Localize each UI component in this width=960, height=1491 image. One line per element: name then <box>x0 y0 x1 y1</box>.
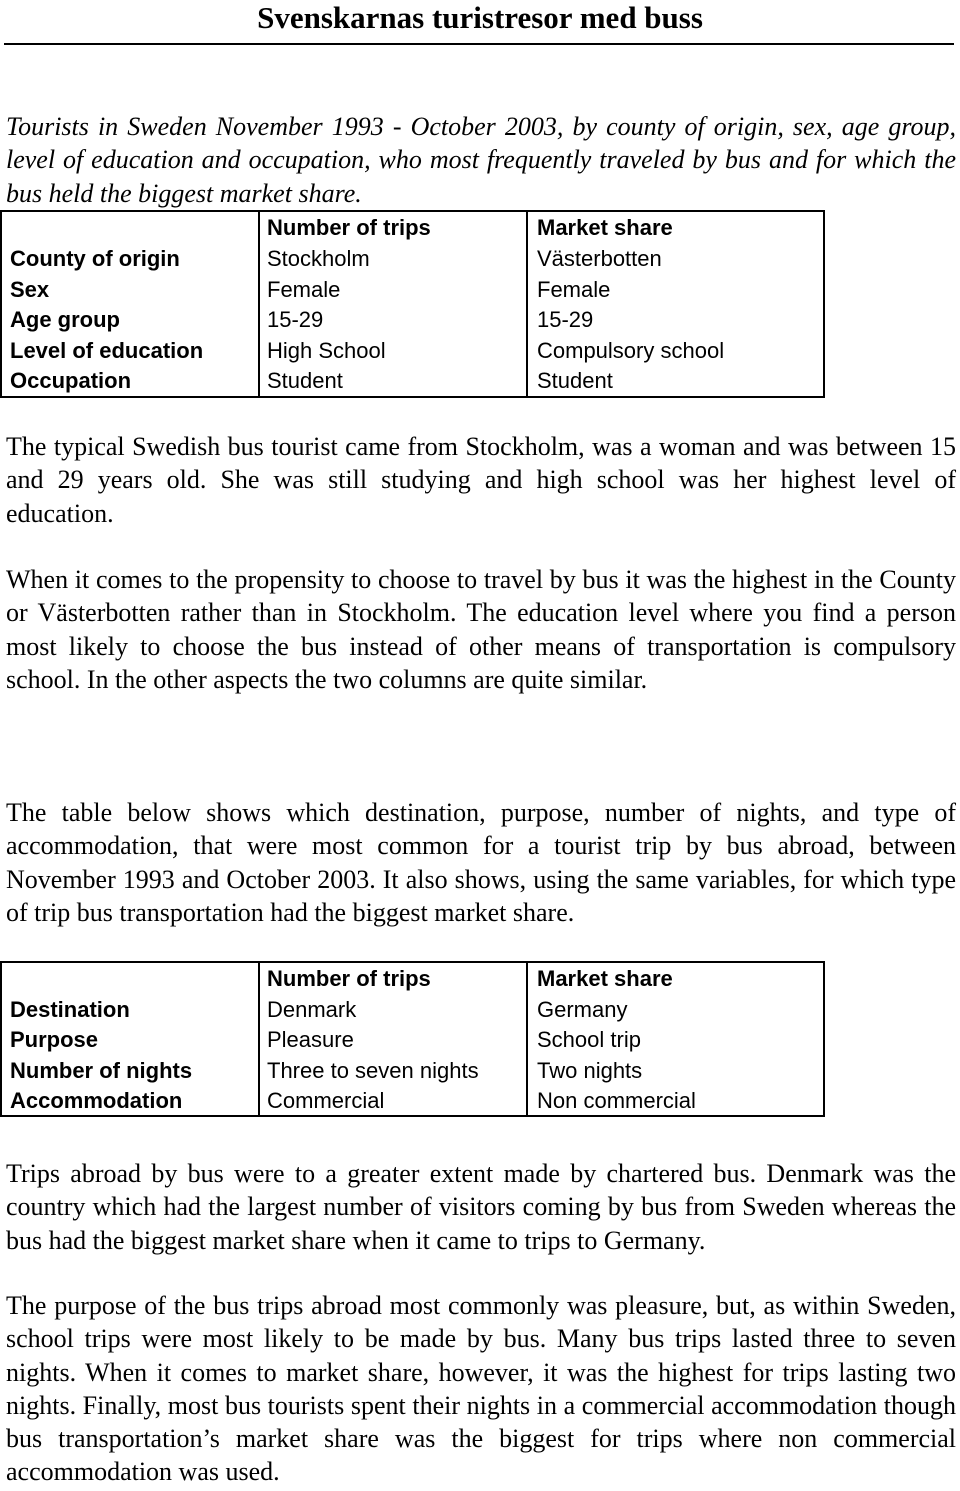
row-label-county: County of origin <box>10 246 180 271</box>
paragraph-typical-tourist: The typical Swedish bus tourist came from Stockholm, was a woman and was between 15 and 29 years old. She was still studying and high school was her highest level of education. <box>6 432 956 528</box>
cell-share-age-group: 15-29 <box>537 307 594 332</box>
cell-share-occupation: Student <box>537 368 613 393</box>
column-divider <box>258 212 260 396</box>
column-divider <box>526 963 528 1115</box>
cell-trips-education: High School <box>267 338 386 363</box>
cell-trips-accommodation: Commercial <box>267 1088 385 1113</box>
cell-trips-sex: Female <box>267 277 341 302</box>
cell-trips-county: Stockholm <box>267 246 370 271</box>
domestic-bus-tourist-table <box>0 210 960 400</box>
intro-text: Tourists in Sweden November 1993 - October 2003, by county of origin, sex, age group, level of education and occupation, who most frequently traveled by bus and for which the bus held the biggest market share. <box>6 112 956 208</box>
cell-trips-purpose: Pleasure <box>267 1027 354 1052</box>
cell-trips-occupation: Student <box>267 368 343 393</box>
page-title: Svenskarnas turistresor med buss <box>257 0 703 35</box>
cell-trips-destination: Denmark <box>267 997 357 1022</box>
paragraph-propensity: When it comes to the propensity to choose to travel by bus it was the highest in the County or Västerbotten rather than in Stockholm. The education level where you find a person most likely to choose the bus instead of other means of transportation is compulsory school. In the other aspects the two columns are quite similar. <box>6 565 956 694</box>
row-label-age-group: Age group <box>10 307 120 332</box>
col-header-number-of-trips: Number of trips <box>267 966 431 991</box>
cell-share-education: Compulsory school <box>537 338 725 363</box>
cell-share-destination: Germany <box>537 997 628 1022</box>
abroad-bus-trip-table <box>0 961 960 1121</box>
row-label-purpose: Purpose <box>10 1027 99 1052</box>
column-divider <box>526 212 528 396</box>
column-divider <box>258 963 260 1115</box>
row-label-occupation: Occupation <box>10 368 132 393</box>
cell-trips-nights: Three to seven nights <box>267 1058 479 1083</box>
paragraph-trips-abroad: Trips abroad by bus were to a greater extent made by chartered bus. Denmark was the country which had the largest number of visitors coming by bus from Sweden whereas the bus had the biggest market share when it came to trips to Germany. <box>6 1159 956 1255</box>
col-header-market-share: Market share <box>537 215 673 240</box>
row-label-education: Level of education <box>10 338 204 363</box>
cell-share-accommodation: Non commercial <box>537 1088 696 1113</box>
paragraph-purpose-summary: The purpose of the bus trips abroad most commonly was pleasure, but, as within Sweden, school trips were most likely to be made by bus. Many bus trips lasted three to seven nights. When it comes to market share, however, it was the highest for trips lasting two nights. Finally, most bus tourists spent their nights in a commercial accommodation though bus transportation’s market share was the biggest for trips where non commercial accommodation was used. <box>6 1291 956 1487</box>
cell-share-county: Västerbotten <box>537 246 662 271</box>
cell-share-nights: Two nights <box>537 1058 643 1083</box>
title-divider <box>4 43 954 45</box>
cell-trips-age-group: 15-29 <box>267 307 324 332</box>
col-header-number-of-trips: Number of trips <box>267 215 431 240</box>
cell-share-purpose: School trip <box>537 1027 641 1052</box>
cell-share-sex: Female <box>537 277 611 302</box>
col-header-market-share: Market share <box>537 966 673 991</box>
row-label-accommodation: Accommodation <box>10 1088 183 1113</box>
row-label-sex: Sex <box>10 277 50 302</box>
row-label-nights: Number of nights <box>10 1058 193 1083</box>
paragraph-table-intro: The table below shows which destination, purpose, number of nights, and type of accommodation, that were most common for a tourist trip by bus abroad, between November 1993 and October 2003. It also shows, using the same variables, for which type of trip bus transportation had the biggest market share. <box>6 798 956 927</box>
row-label-destination: Destination <box>10 997 130 1022</box>
